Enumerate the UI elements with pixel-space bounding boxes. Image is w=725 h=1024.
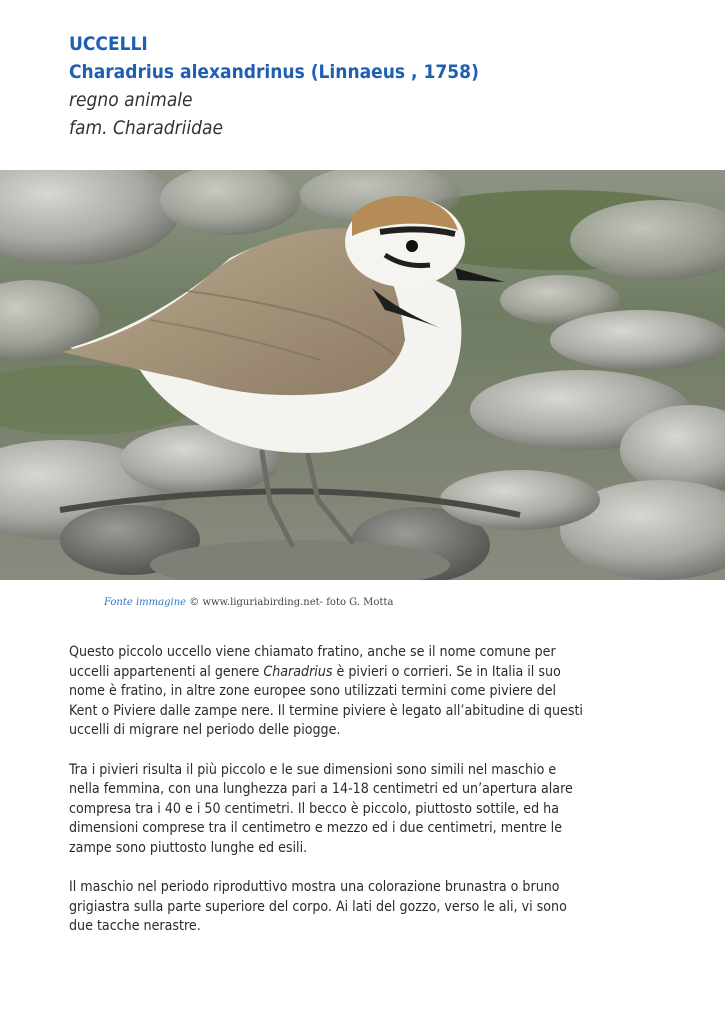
italic-term: Charadrius <box>263 662 333 680</box>
text-line: Questo piccolo uccello viene chiamato fratino, anche se il nome comune per <box>69 643 556 660</box>
species-title: Charadrius alexandrinus (Linnaeus , 1758) <box>69 61 479 83</box>
body-text <box>69 642 669 956</box>
text-line: uccelli di migrare nel periodo delle piogge. <box>69 721 341 739</box>
text-line: zampe sono piuttosto lunghe ed esili. <box>69 838 308 856</box>
text-line: nella femmina, con una lunghezza pari a 14-18 centimetri ed un’apertura alare <box>69 780 573 798</box>
paragraph <box>69 877 669 936</box>
text-line: due tacche nerastre. <box>69 917 201 935</box>
category-title: UCCELLI <box>69 33 148 55</box>
header <box>69 30 669 142</box>
text-line: uccelli appartenenti al genere Charadrius è pivieri o corrieri. Se in Italia il suo <box>69 662 561 680</box>
text-line: Tra i pivieri risulta il più piccolo e le sue dimensioni sono simili nel maschio e <box>69 760 557 778</box>
text-line: grigiastra sulla parte superiore del corpo. Ai lati del gozzo, verso le ali, vi sono <box>69 897 567 915</box>
caption-source-label: Fonte immagine <box>104 597 187 608</box>
family-label: fam. Charadriidae <box>69 117 223 139</box>
text-line: nome è fratino, in altre zone europee sono utilizzati termini come piviere del <box>69 682 557 700</box>
text-line: compresa tra i 40 e i 50 centimetri. Il becco è piccolo, piuttosto sottile, ed ha <box>69 799 559 817</box>
paragraph <box>69 760 669 858</box>
image-caption <box>104 597 393 608</box>
text-line: Il maschio nel periodo riproduttivo mostra una colorazione brunastra o bruno <box>69 878 560 896</box>
text-line: dimensioni comprese tra il centimetro e mezzo ed i due centimetri, mentre le <box>69 819 563 837</box>
paragraph <box>69 642 669 740</box>
caption-credit: www.liguriabirding.net- foto G. Motta <box>202 597 394 608</box>
caption-copyright-mark: © <box>189 597 200 608</box>
kingdom-label: regno animale <box>69 89 193 111</box>
plover-illustration <box>0 170 725 580</box>
bird-photo <box>0 170 725 580</box>
text-line: Kent o Piviere dalle zampe nere. Il termine piviere è legato all’abitudine di questi <box>69 701 583 719</box>
